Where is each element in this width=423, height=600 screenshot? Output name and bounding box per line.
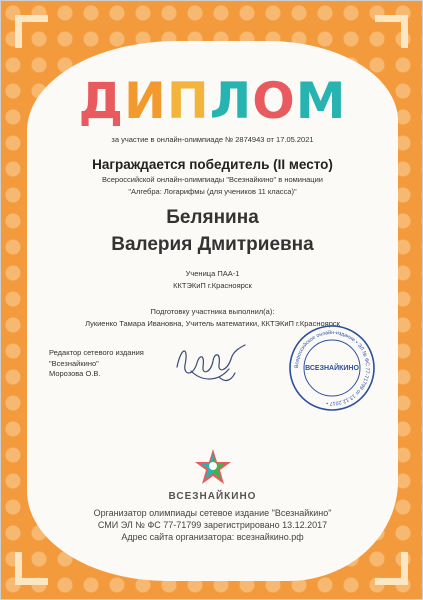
title-letter: Л [209, 72, 253, 130]
stamp-ring-text: Всероссийское онлайн-издание • ЭЛ № ФС 77-71799 от 13.12.2017 • [293, 329, 371, 407]
student-line-2: ККТЭКиП г.Красноярск [173, 281, 252, 290]
editor-block [49, 348, 144, 380]
organizer-line-2: СМИ ЭЛ № ФС 77-71799 зарегистрировано 13.12.2017 [97, 520, 328, 530]
teacher-line: Лукиенко Тамара Ивановна, Учитель математики, ККТЭКиП г.Красноярск [85, 319, 340, 328]
editor-line-3: Морозова О.В. [49, 369, 101, 378]
corner-decoration-bottom-right [375, 552, 408, 585]
nomination-line-1: Всероссийской онлайн-олимпиады "Всезнайкино" в номинации [101, 175, 323, 184]
stamp-center-text: ВСЕЗНАЙКИНО [305, 365, 359, 372]
prepared-label: Подготовку участника выполнил(а): [150, 307, 275, 316]
title-letter: О [252, 72, 296, 130]
participation-line: за участие в онлайн-олимпиаде № 2874943 от 17.05.2021 [111, 135, 314, 144]
title-letter: И [124, 72, 167, 130]
corner-decoration-top-right [375, 15, 408, 48]
corner-decoration-bottom-left [15, 552, 48, 585]
student-line-1: Ученица ПАА-1 [185, 269, 240, 278]
nomination-line-2: "Алгебра: Логарифмы (для учеников 11 класса)" [128, 187, 297, 196]
signature-image [171, 337, 251, 387]
title-letter: П [166, 72, 210, 130]
brand-name: ВСЕЗНАЙКИНО [168, 491, 257, 502]
award-heading: Награждается победитель (II место) [92, 157, 333, 172]
editor-line-2: "Всезнайкино" [49, 358, 99, 368]
title-letter: М [295, 72, 347, 130]
recipient-given-names: Валерия Дмитриевна [111, 234, 314, 255]
star-logo-icon [193, 447, 233, 487]
corner-decoration-top-left [15, 15, 48, 48]
title-letter: Д [78, 72, 124, 130]
editor-line-1: Редактор сетевого издания [49, 348, 144, 357]
recipient-surname: Белянина [166, 207, 259, 228]
stamp-seal [287, 323, 377, 413]
diploma-title [1, 73, 423, 129]
organizer-line-1: Организатор олимпиады сетевое издание "Всезнайкино" [93, 508, 332, 518]
organizer-line-3: Адрес сайта организатора: всезнайкино.рф [121, 532, 304, 542]
